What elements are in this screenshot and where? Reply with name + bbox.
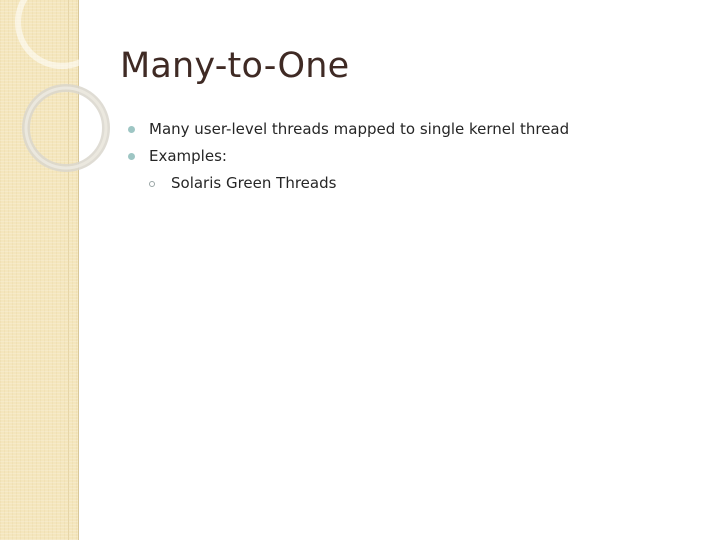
slide-title: Many-to-One — [120, 46, 350, 86]
sub-bullet-ring-icon — [149, 181, 155, 187]
bullet-item — [128, 145, 698, 172]
sub-bullet-text: Solaris Green Threads — [171, 174, 337, 192]
bullet-list — [128, 118, 698, 196]
bullet-dot-icon — [128, 153, 135, 160]
bullet-dot-icon — [128, 126, 135, 133]
bullet-text: Examples: — [149, 147, 227, 165]
bullet-text: Many user-level threads mapped to single kernel thread — [149, 120, 570, 138]
sub-bullet-item — [128, 172, 698, 196]
bullet-item — [128, 118, 698, 145]
decorative-rings-icon — [0, 0, 140, 200]
